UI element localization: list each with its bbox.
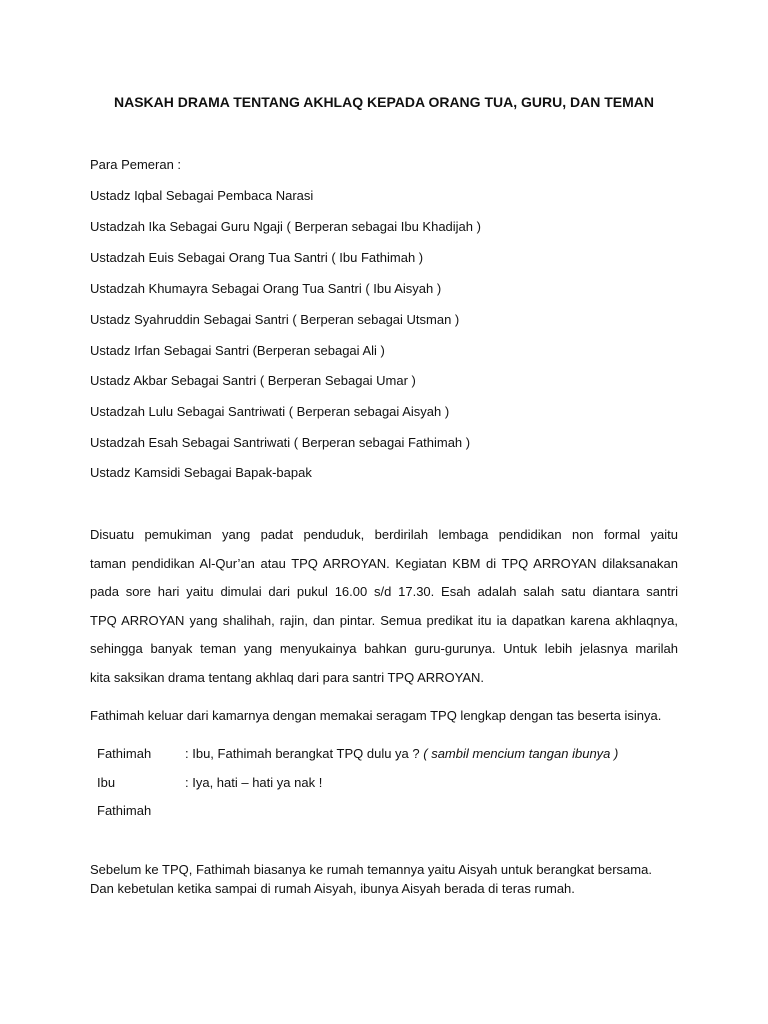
dialogue-text: : Iya, hati – hati ya nak !	[185, 775, 323, 790]
dialogue-speaker: Ibu	[97, 775, 116, 790]
cast-item: Ustadzah Esah Sebagai Santriwati ( Berperan sebagai Fathimah )	[90, 435, 471, 450]
dialogue-speaker: Fathimah	[97, 746, 152, 761]
dialogue-text: : Ibu, Fathimah berangkat TPQ dulu ya ?	[185, 746, 420, 761]
cast-item: Ustadzah Lulu Sebagai Santriwati ( Berperan sebagai Aisyah )	[90, 404, 450, 419]
cast-heading: Para Pemeran :	[90, 157, 182, 172]
cast-item: Ustadz Syahruddin Sebagai Santri ( Berperan sebagai Utsman )	[90, 312, 460, 327]
cast-item: Ustadz Irfan Sebagai Santri (Berperan sebagai Ali )	[90, 343, 385, 358]
intro-line: kita saksikan drama tentang akhlaq dari para santri TPQ ARROYAN.	[90, 670, 485, 685]
dialogue-speaker: Fathimah	[97, 803, 152, 818]
cast-item: Ustadz Iqbal Sebagai Pembaca Narasi	[90, 188, 314, 203]
intro-line: TPQ ARROYAN yang shalihah, rajin, dan pintar. Semua predikat itu ia dapatkan karena akhlaqnya,	[90, 613, 678, 628]
closing-line: Sebelum ke TPQ, Fathimah biasanya ke rumah temannya yaitu Aisyah untuk berangkat bersama.	[90, 862, 652, 877]
closing-line: Dan kebetulan ketika sampai di rumah Aisyah, ibunya Aisyah berada di teras rumah.	[90, 881, 575, 896]
cast-item: Ustadzah Ika Sebagai Guru Ngaji ( Berperan sebagai Ibu Khadijah )	[90, 219, 481, 234]
cast-item: Ustadz Akbar Sebagai Santri ( Berperan Sebagai Umar )	[90, 373, 416, 388]
intro-line: sehingga banyak teman yang menyukainya bahkan guru-gurunya. Untuk lebih jelasnya marilah	[90, 641, 678, 656]
intro-line: Disuatu pemukiman yang padat penduduk, berdirilah lembaga pendidikan non formal yaitu	[90, 527, 678, 542]
intro-line: pada sore hari yaitu dimulai dari pukul 16.00 s/d 17.30. Esah adalah salah satu diantara santri	[90, 584, 678, 599]
document-title: NASKAH DRAMA TENTANG AKHLAQ KEPADA ORANG TUA, GURU, DAN TEMAN	[113, 94, 654, 110]
dialogue-line	[185, 775, 322, 790]
cast-item: Ustadz Kamsidi Sebagai Bapak-bapak	[90, 465, 312, 480]
cast-item: Ustadzah Euis Sebagai Orang Tua Santri ( Ibu Fathimah )	[90, 250, 424, 265]
stage-direction: ( sambil mencium tangan ibunya )	[423, 746, 619, 761]
cast-item: Ustadzah Khumayra Sebagai Orang Tua Santri ( Ibu Aisyah )	[90, 281, 442, 296]
intro-line: taman pendidikan Al-Qur’an atau TPQ ARROYAN. Kegiatan KBM di TPQ ARROYAN dilaksanakan	[90, 556, 678, 571]
dialogue-line	[185, 746, 618, 761]
scene-intro: Fathimah keluar dari kamarnya dengan memakai seragam TPQ lengkap dengan tas beserta isinya.	[90, 708, 662, 723]
